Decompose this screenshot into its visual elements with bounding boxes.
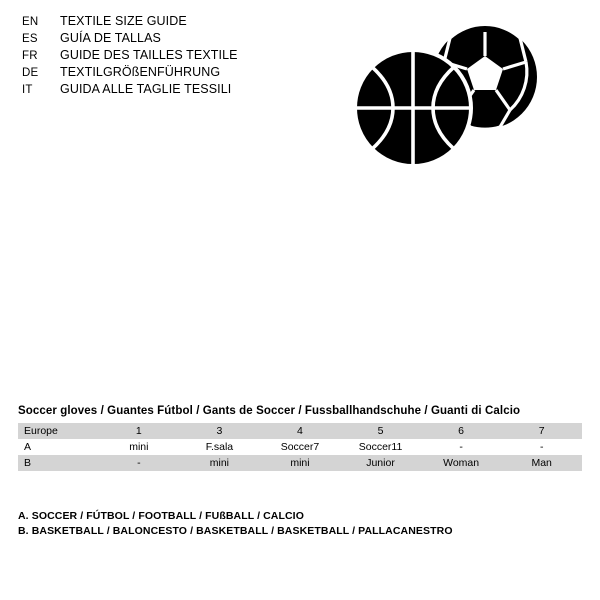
cell-a-3: F.sala: [179, 439, 260, 455]
cell-b-6: Woman: [421, 455, 502, 471]
cell-b-1: -: [99, 455, 180, 471]
legend-code-de: DE: [22, 67, 39, 79]
table-header-europe: Europe: [18, 423, 99, 439]
legend-text-en: TEXTILE SIZE GUIDE: [60, 14, 187, 28]
table-title: Soccer gloves / Guantes Fútbol / Gants de Soccer / Fussballhandschuhe / Guanti di Calcio: [18, 405, 521, 417]
table-header-3: 3: [179, 423, 260, 439]
legend-row-es: [22, 31, 352, 48]
row-label-b: B: [18, 455, 99, 471]
table-header-4: 4: [260, 423, 341, 439]
legend-code-it: IT: [22, 84, 33, 96]
basketball-shape: [355, 50, 471, 166]
legend-text-fr: GUIDE DES TAILLES TEXTILE: [60, 48, 238, 62]
table-row: [18, 423, 582, 439]
table-row: [18, 439, 582, 455]
cell-b-3: mini: [179, 455, 260, 471]
footnotes: [18, 509, 582, 539]
cell-a-1: mini: [99, 439, 180, 455]
cell-a-4: Soccer7: [260, 439, 341, 455]
legend-text-it: GUIDA ALLE TAGLIE TESSILI: [60, 82, 232, 96]
cell-a-5: Soccer11: [340, 439, 421, 455]
table-header-6: 6: [421, 423, 502, 439]
legend-text-de: TEXTILGRÖßENFÜHRUNG: [60, 65, 221, 79]
table-header-7: 7: [501, 423, 582, 439]
cell-a-7: -: [501, 439, 582, 455]
cell-b-5: Junior: [340, 455, 421, 471]
legend-code-fr: FR: [22, 50, 38, 62]
legend-text-es: GUÍA DE TALLAS: [60, 31, 161, 45]
language-legend: [22, 14, 352, 99]
cell-b-7: Man: [501, 455, 582, 471]
legend-row-en: [22, 14, 352, 31]
legend-code-en: EN: [22, 16, 39, 28]
cell-a-6: -: [421, 439, 502, 455]
legend-row-de: [22, 65, 352, 82]
footnote-a: A. SOCCER / FÚTBOL / FOOTBALL / FUßBALL / CALCIO: [18, 510, 304, 522]
size-table-block: [18, 405, 582, 471]
legend-code-es: ES: [22, 33, 38, 45]
legend-row-fr: [22, 48, 352, 65]
table-header-5: 5: [340, 423, 421, 439]
size-table: [18, 423, 582, 471]
legend-row-it: [22, 82, 352, 99]
row-label-a: A: [18, 439, 99, 455]
table-header-1: 1: [99, 423, 180, 439]
cell-b-4: mini: [260, 455, 341, 471]
footnote-b: B. BASKETBALL / BALONCESTO / BASKETBALL / BASKETBALL / PALLACANESTRO: [18, 525, 453, 537]
basketball-and-soccer-ball-icon: [350, 20, 560, 170]
table-row: [18, 455, 582, 471]
ball-illustration: [350, 20, 560, 170]
